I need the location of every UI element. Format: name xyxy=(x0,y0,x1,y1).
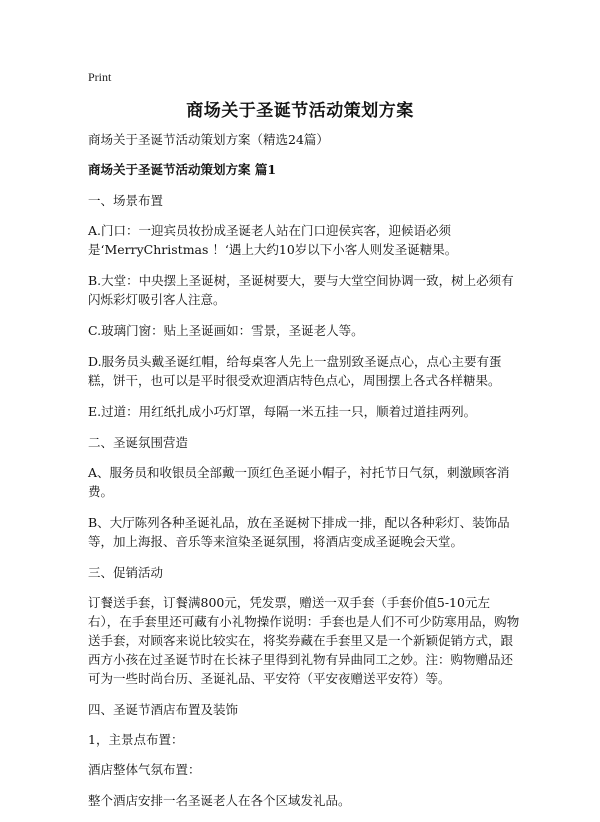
paragraph-lobby: B.大堂：中央摆上圣诞树，圣诞树要大，要与大堂空间协调一致，树上必须有闪烁彩灯吸引客人注意。 xyxy=(88,273,514,307)
paragraph-glass-windows: C.玻璃门窗：贴上圣诞画如：雪景，圣诞老人等。 xyxy=(88,323,364,338)
paragraph-gloves-promo: 订餐送手套，订餐满800元，凭发票，赠送一双手套（手套价值5-10元左右），在手套里还可藏有小礼物操作说明：手套也是人们不可少防寒用品，购物送手套，对顾客来说比较实在，将奖券藏在手套里又是一个新颖促销方式，跟西方小孩在过圣诞节时在长袜子里得到礼物有异曲同工之妙。注：购物赠品还可为一些时尚台历、圣诞礼品、平安符（平安夜赠送平安符）等。 xyxy=(88,595,520,686)
heading-decoration: 四、圣诞节酒店布置及装饰 xyxy=(88,702,239,717)
paragraph-santa-gifts: 整个酒店安排一名圣诞老人在各个区域发礼品。 xyxy=(88,793,351,808)
document-subtitle: 商场关于圣诞节活动策划方案（精选24篇） xyxy=(88,132,329,147)
heading-atmosphere: 二、圣诞氛围营造 xyxy=(88,435,189,450)
paragraph-corridor: E.过道：用红纸扎成小巧灯罩，每隔一米五挂一只，顺着过道挂两列。 xyxy=(88,404,477,419)
heading-main-spots: 1，主景点布置： xyxy=(88,732,184,747)
paragraph-staff-caps: A、服务员和收银员全部戴一顶红色圣诞小帽子，衬托节日气氛，刺激顾客消费。 xyxy=(88,465,510,499)
page-title: 商场关于圣诞节活动策划方案 xyxy=(186,101,414,121)
section-title: 商场关于圣诞节活动策划方案 篇1 xyxy=(88,162,277,177)
print-link[interactable]: Print xyxy=(88,70,112,84)
document-body xyxy=(88,130,520,822)
heading-scene-layout: 一、场景布置 xyxy=(88,193,164,208)
heading-promotion: 三、促销活动 xyxy=(88,565,164,580)
paragraph-staff-hats: D.服务员头戴圣诞红帽，给每桌客人先上一盘别致圣诞点心，点心主要有蛋糕，饼干，也可以是平时很受欢迎酒店特色点心，周围摆上各式各样糖果。 xyxy=(88,354,502,388)
paragraph-entrance: A.门口：一迎宾员妆扮成圣诞老人站在门口迎侯宾客，迎候语必须是‘MerryChristmas ！‘遇上大约10岁以下小客人则发圣诞糖果。 xyxy=(88,223,458,257)
paragraph-hall-display: B、大厅陈列各种圣诞礼品，放在圣诞树下排成一排，配以各种彩灯、装饰品等，加上海报、音乐等来渲染圣诞氛围，将酒店变成圣诞晚会天堂。 xyxy=(88,515,510,549)
paragraph-overall-atmosphere: 酒店整体气氛布置： xyxy=(88,762,201,777)
